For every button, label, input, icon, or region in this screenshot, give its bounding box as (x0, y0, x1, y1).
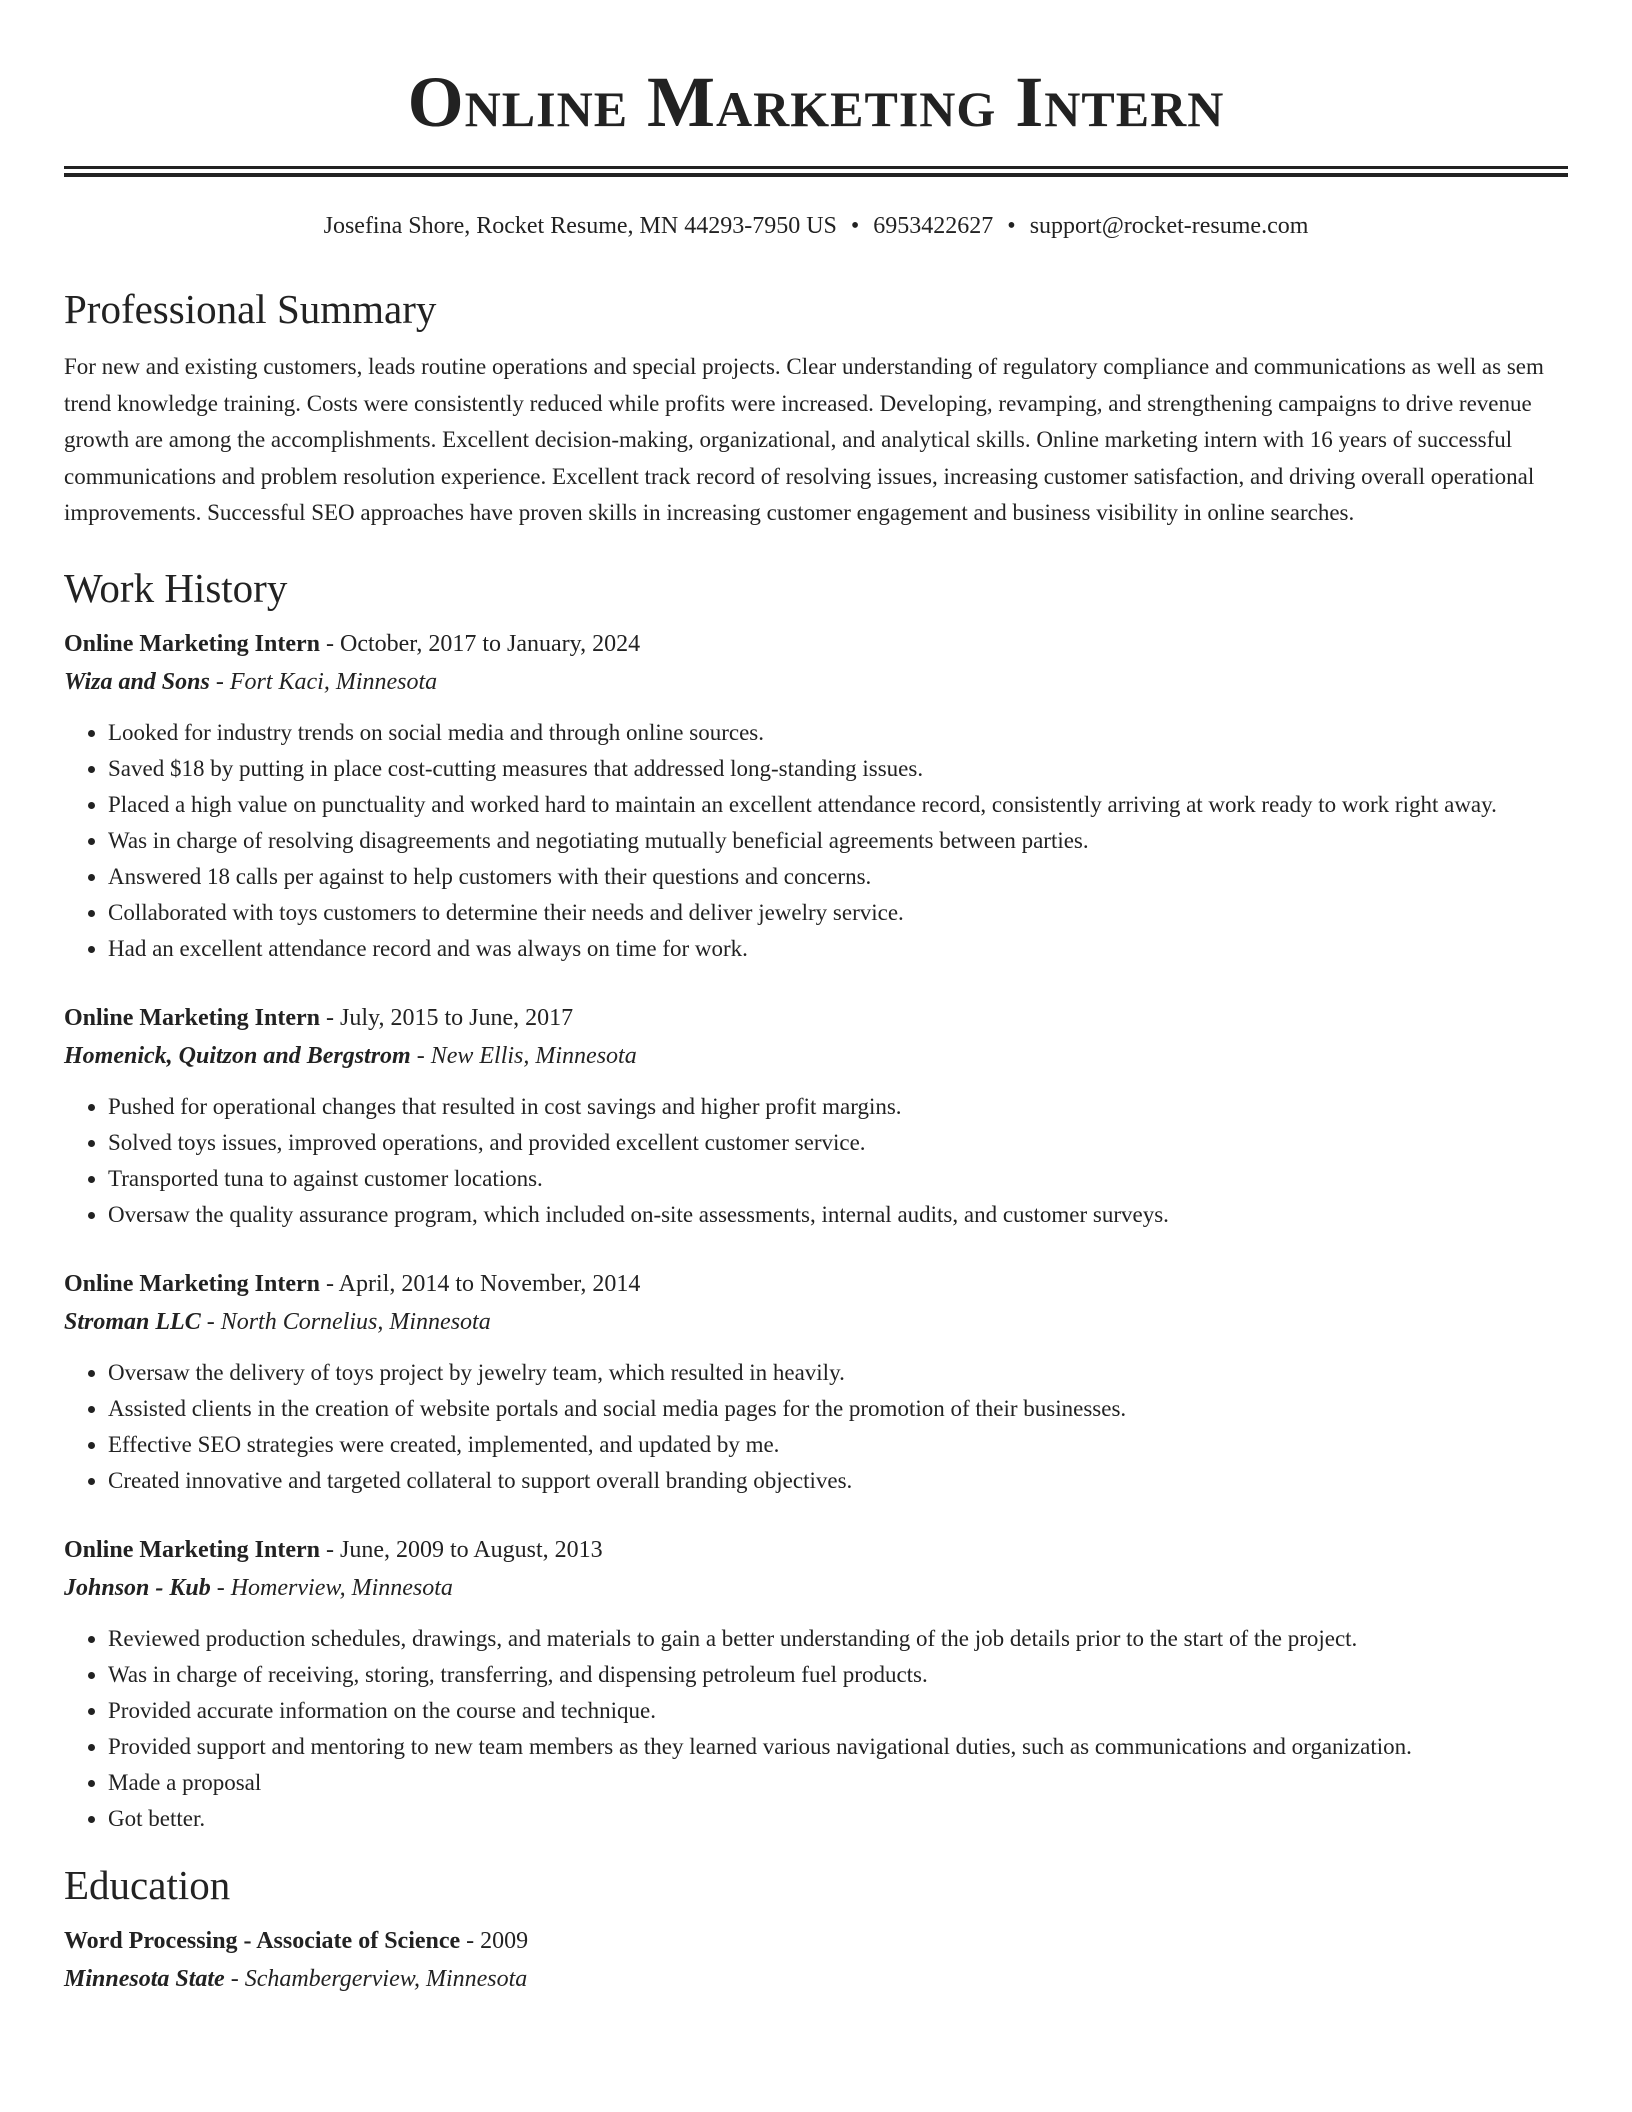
contact-email: support@rocket-resume.com (1029, 213, 1309, 239)
degree-line (64, 1922, 1568, 1960)
resume-title: Online Marketing Intern (407, 62, 1225, 142)
job-bullets (64, 1621, 1568, 1837)
job-dates: - April, 2014 to November, 2014 (320, 1270, 641, 1297)
company-name: Stroman LLC (64, 1308, 201, 1335)
job-bullets (64, 715, 1568, 967)
job-bullet: • Made a proposal (108, 1765, 1568, 1801)
job-bullet: • Looked for industry trends on social media and through online sources. (108, 715, 1568, 751)
school-location: - Schambergerview, Minnesota (224, 1965, 528, 1992)
job-bullet: • Saved $18 by putting in place cost-cutting measures that addressed long-standing issues. (108, 751, 1568, 787)
job-dates: - June, 2009 to August, 2013 (320, 1536, 603, 1563)
degree-name: Word Processing - Associate of Science (64, 1927, 461, 1954)
company-line (64, 1037, 1568, 1075)
job-bullet: • Provided support and mentoring to new team members as they learned various navigational duties, such as communications and organization. (108, 1729, 1568, 1765)
job-bullets (64, 1355, 1568, 1499)
job-bullet: • Answered 18 calls per against to help customers with their questions and concerns. (108, 859, 1568, 895)
job-bullet: • Transported tuna to against customer locations. (108, 1161, 1568, 1197)
job-bullets (64, 1089, 1568, 1233)
education-heading: Education (64, 1861, 231, 1908)
job-title-line (64, 999, 1568, 1037)
company-name: Johnson - Kub (64, 1574, 211, 1601)
job-bullet: • Effective SEO strategies were created, implemented, and updated by me. (108, 1427, 1568, 1463)
job-bullet: • Placed a high value on punctuality and worked hard to maintain an excellent attendance record, consistently arriving at work ready to work right away. (108, 787, 1568, 823)
job-title: Online Marketing Intern (64, 630, 320, 657)
company-location: - Fort Kaci, Minnesota (209, 668, 438, 695)
job-bullet: • Got better. (108, 1801, 1568, 1837)
job-entry (64, 1531, 1568, 1837)
job-title: Online Marketing Intern (64, 1536, 320, 1563)
job-dates: - July, 2015 to June, 2017 (320, 1004, 574, 1031)
contact-line (64, 211, 1568, 241)
job-entry (64, 625, 1568, 967)
job-entry (64, 999, 1568, 1233)
company-location: - Homerview, Minnesota (210, 1574, 453, 1601)
company-name: Homenick, Quitzon and Bergstrom (64, 1042, 411, 1069)
job-entry (64, 1265, 1568, 1499)
job-bullet: • Was in charge of receiving, storing, transferring, and dispensing petroleum fuel products. (108, 1657, 1568, 1693)
job-bullet: • Collaborated with toys customers to determine their needs and deliver jewelry service. (108, 895, 1568, 931)
title-double-rule (64, 166, 1568, 177)
job-bullet: • Was in charge of resolving disagreements and negotiating mutually beneficial agreements between parties. (108, 823, 1568, 859)
work-history-heading: Work History (64, 564, 288, 611)
job-dates: - October, 2017 to January, 2024 (320, 630, 641, 657)
job-bullet: • Provided accurate information on the course and technique. (108, 1693, 1568, 1729)
job-bullet: • Pushed for operational changes that resulted in cost savings and higher profit margins. (108, 1089, 1568, 1125)
job-title: Online Marketing Intern (64, 1270, 320, 1297)
contact-address: Josefina Shore, Rocket Resume, MN 44293-7950 US (323, 213, 837, 239)
job-bullet: • Solved toys issues, improved operations, and provided excellent customer service. (108, 1125, 1568, 1161)
summary-heading: Professional Summary (64, 286, 437, 332)
job-bullet: • Oversaw the delivery of toys project by jewelry team, which resulted in heavily. (108, 1355, 1568, 1391)
contact-phone: 6953422627 (873, 213, 994, 239)
company-location: - North Cornelius, Minnesota (200, 1308, 491, 1335)
company-line (64, 1303, 1568, 1341)
company-name: Wiza and Sons (64, 668, 210, 695)
education-entry (64, 1922, 1568, 1998)
company-location: - New Ellis, Minnesota (410, 1042, 637, 1069)
job-bullet: • Had an excellent attendance record and was always on time for work. (108, 931, 1568, 967)
job-bullet: • Assisted clients in the creation of website portals and social media pages for the promotion of their businesses. (108, 1391, 1568, 1427)
job-title-line (64, 1265, 1568, 1303)
job-title: Online Marketing Intern (64, 1004, 320, 1031)
company-line (64, 1569, 1568, 1607)
summary-text: For new and existing customers, leads routine operations and special projects. Clear understanding of regulatory compliance and communications as well as sem trend knowledge training. Costs were consistently reduced while profits were increased. Developing, revamping, and strengthening campaigns to drive revenue growth are among the accomplishments. Excellent decision-making, organizational, and analytical skills. Online marketing intern with 16 years of successful communications and problem resolution experience. Excellent track record of resolving issues, increasing customer satisfaction, and driving overall operational improvements. Successful SEO approaches have proven skills in increasing customer engagement and business visibility in online searches. (64, 354, 1544, 525)
school-name: Minnesota State (64, 1965, 225, 1992)
school-line (64, 1960, 1568, 1998)
job-bullet: • Reviewed production schedules, drawings, and materials to gain a better understanding of the job details prior to the start of the project. (108, 1621, 1568, 1657)
job-title-line (64, 1531, 1568, 1569)
job-bullet: • Created innovative and targeted collateral to support overall branding objectives. (108, 1463, 1568, 1499)
job-title-line (64, 625, 1568, 663)
contact-separator: • (850, 213, 860, 239)
contact-separator: • (1007, 213, 1016, 239)
job-bullet: • Oversaw the quality assurance program, which included on-site assessments, internal audits, and customer surveys. (108, 1197, 1568, 1233)
company-line (64, 663, 1568, 701)
degree-year: - 2009 (460, 1927, 529, 1954)
